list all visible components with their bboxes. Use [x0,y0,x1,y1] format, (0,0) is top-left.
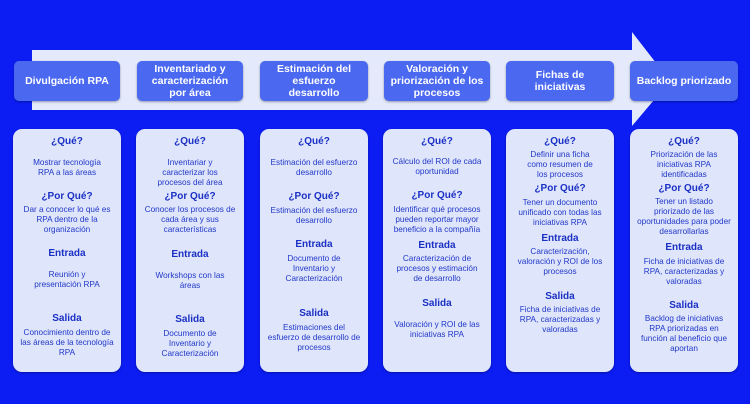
stage-row [0,0,750,110]
porque-heading: ¿Por Qué? [534,183,586,194]
stage-fichas [506,61,614,101]
stage-card-estimacion [260,129,368,372]
entrada-text: Caracterización, valoración y ROI de los procesos [517,247,603,276]
salida-text: Ficha de iniciativas de RPA, caracterizadas y valoradas [519,305,601,334]
porque-text: Conocer los procesos de cada área y sus características [144,205,236,234]
stage-card-inventariado [136,129,244,372]
salida-heading: Salida [669,300,699,311]
salida-heading: Salida [299,308,329,319]
stage-card-divulgacion [13,129,121,372]
salida-text: Estimaciones del esfuerzo de desarrollo de procesos [267,323,361,352]
entrada-heading: Entrada [541,233,579,244]
porque-heading: ¿Por Qué? [658,183,710,194]
porque-heading: ¿Por Qué? [411,190,463,201]
que-text: Definir una ficha como resumen de los procesos [527,150,593,179]
salida-heading: Salida [175,314,205,325]
stage-label: Estimación del esfuerzo desarrollo [276,63,352,99]
que-heading: ¿Qué? [298,136,330,147]
stage-label: Inventariado y caracterización por área [151,63,229,99]
que-text: Inventariar y caracterizar los procesos del área [157,158,223,187]
stage-card-backlog [630,129,738,372]
salida-heading: Salida [545,291,575,302]
stage-label: Valoración y priorización de los procesos [390,63,484,99]
porque-text: Dar a conocer lo qué es RPA dentro de la organización [23,205,111,234]
stage-estimacion [260,61,368,101]
porque-text: Identificar qué procesos pueden reportar mayor beneficio a la compañía [393,205,481,234]
salida-text: Conocimiento dentro de las áreas de la tecnología RPA [20,328,114,357]
entrada-text: Workshops con las áreas [155,271,225,290]
entrada-heading: Entrada [418,240,456,251]
stage-valoracion [384,61,490,101]
stage-label: Divulgación RPA [25,75,109,87]
entrada-text: Documento de Inventario y Caracterización [285,254,343,283]
salida-text: Backlog de iniciativas RPA priorizadas en función al beneficio que aportan [640,314,728,353]
entrada-heading: Entrada [665,242,703,253]
entrada-heading: Entrada [171,249,209,260]
que-text: Cálculo del ROI de cada oportunidad [392,157,482,176]
stage-backlog [630,61,738,101]
porque-text: Tener un listado priorizado de las oportunidades para poder desarrollarlas [637,197,731,236]
porque-text: Estimación del esfuerzo desarrollo [270,206,358,225]
stage-card-valoracion [383,129,491,372]
que-text: Priorización de las iniciativas RPA identificadas [650,150,718,179]
porque-heading: ¿Por Qué? [288,191,340,202]
porque-text: Tener un documento unificado con todas las iniciativas RPA [518,198,602,227]
entrada-text: Reunión y presentación RPA [34,270,100,289]
que-heading: ¿Qué? [421,136,453,147]
stage-divulgacion [14,61,120,101]
stage-label: Fichas de iniciativas [534,69,586,93]
salida-text: Documento de Inventario y Caracterización [161,329,219,358]
que-text: Estimación del esfuerzo desarrollo [270,158,358,177]
entrada-heading: Entrada [48,248,86,259]
stage-inventariado [137,61,243,101]
stage-card-fichas [506,129,614,372]
salida-heading: Salida [422,298,452,309]
porque-heading: ¿Por Qué? [164,191,216,202]
stage-label: Backlog priorizado [636,75,732,87]
que-heading: ¿Qué? [174,136,206,147]
que-heading: ¿Qué? [668,136,700,147]
entrada-text: Ficha de iniciativas de RPA, caracterizadas y valoradas [643,257,725,286]
salida-text: Valoración y ROI de las iniciativas RPA [394,320,480,339]
que-text: Mostrar tecnología RPA a las áreas [33,158,101,177]
salida-heading: Salida [52,313,82,324]
entrada-heading: Entrada [295,239,333,250]
que-heading: ¿Qué? [544,136,576,147]
que-heading: ¿Qué? [51,136,83,147]
porque-heading: ¿Por Qué? [41,191,93,202]
entrada-text: Caracterización de procesos y estimación de desarrollo [396,254,478,283]
